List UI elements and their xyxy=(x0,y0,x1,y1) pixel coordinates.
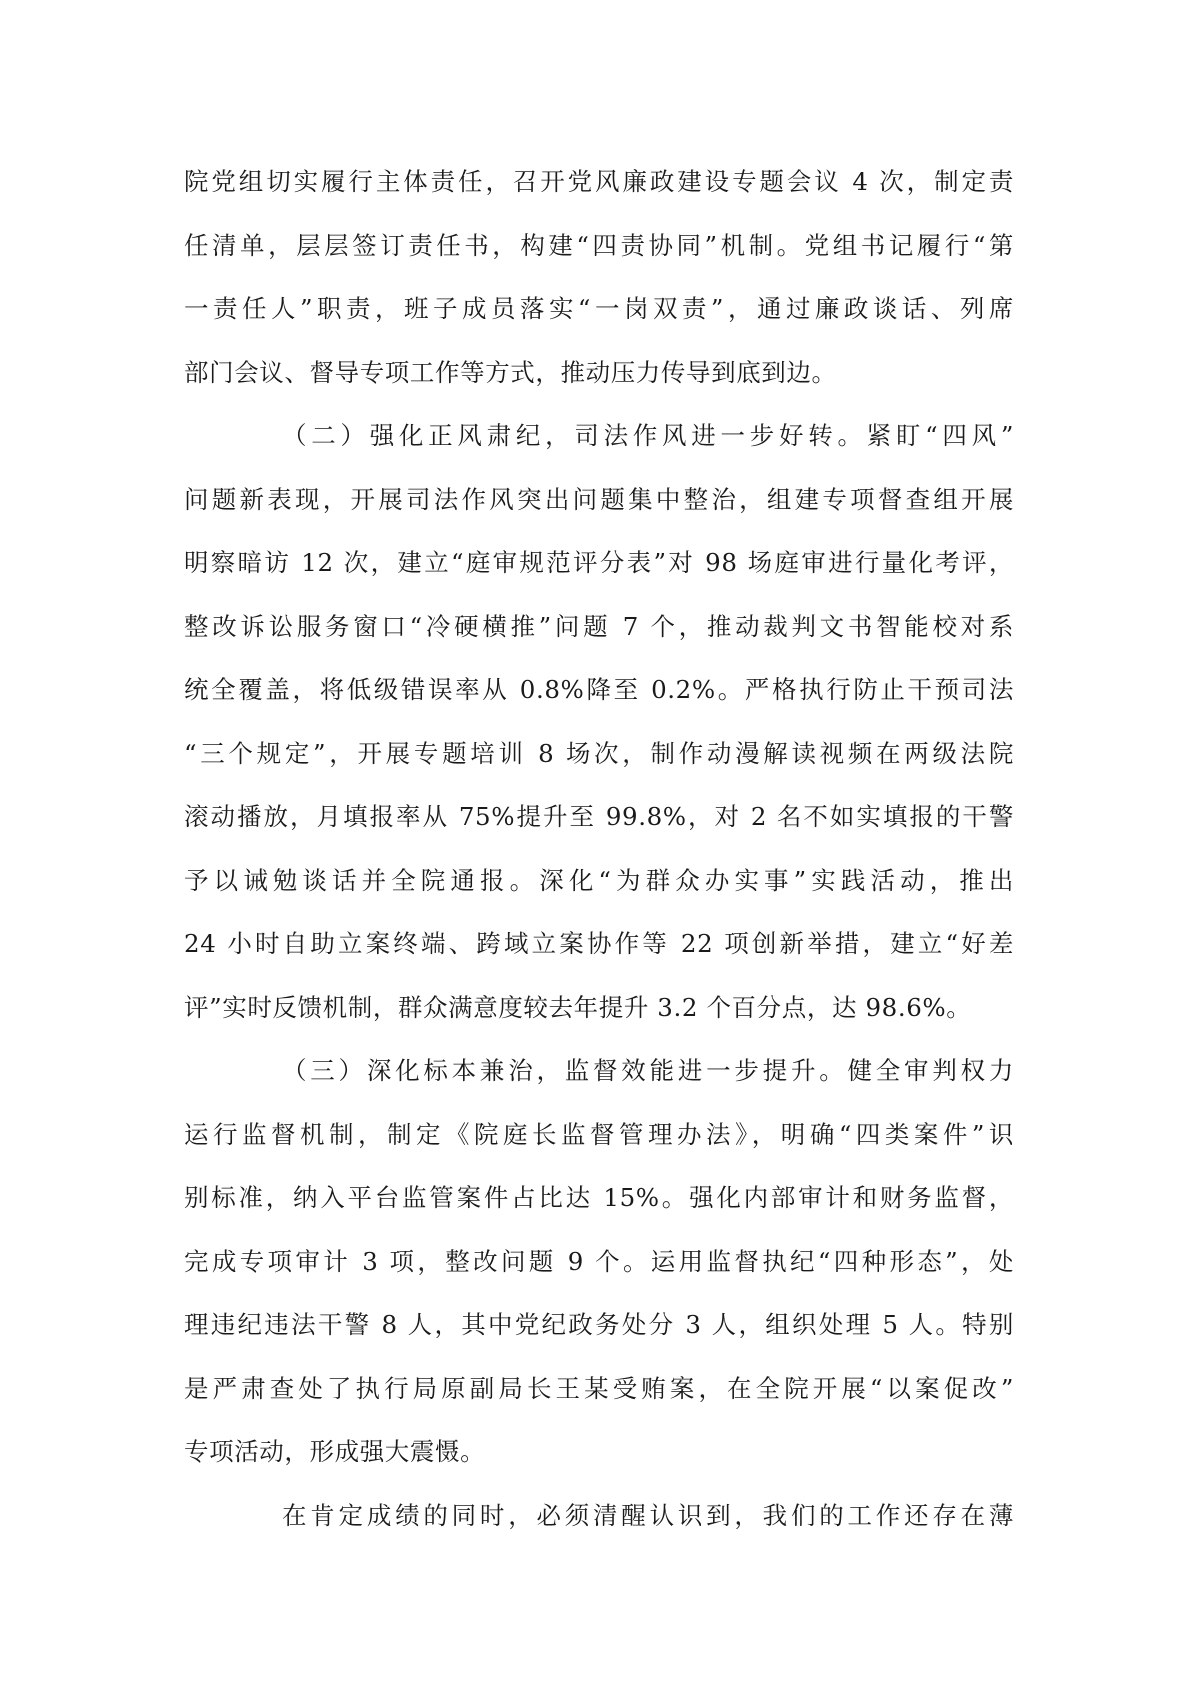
text-line: 院党组切实履行主体责任，召开党风廉政建设专题会议 4 次，制定责 xyxy=(184,167,1014,196)
paragraph-accountability xyxy=(184,150,1014,404)
paragraph-shortcomings xyxy=(184,1484,1014,1548)
text-line: 滚动播放，月填报率从 75%提升至 99.8%，对 2 名不如实填报的干警 xyxy=(184,802,1014,831)
text-line: 24 小时自助立案终端、跨域立案协作等 22 项创新举措，建立“好差 xyxy=(184,929,1014,958)
text-line: 理违纪违法干警 8 人，其中党纪政务处分 3 人，组织处理 5 人。特别 xyxy=(184,1310,1014,1339)
text-line: 明察暗访 12 次，建立“庭审规范评分表”对 98 场庭审进行量化考评， xyxy=(184,548,1014,577)
text-line: 是严肃查处了执行局原副局长王某受贿案，在全院开展“以案促改” xyxy=(184,1373,1014,1403)
paragraph-supervision xyxy=(184,1039,1014,1484)
text-line: 整改诉讼服务窗口“冷硬横推”问题 7 个，推动裁判文书智能校对系 xyxy=(184,611,1014,641)
text-line: 任清单，层层签订责任书，构建“四责协同”机制。党组书记履行“第 xyxy=(184,230,1014,260)
text-line: 予以诫勉谈话并全院通报。深化“为群众办实事”实践活动，推出 xyxy=(184,865,1014,895)
paragraph-discipline xyxy=(184,404,1014,1039)
text-line: 一责任人”职责，班子成员落实“一岗双责”，通过廉政谈话、列席 xyxy=(184,294,1014,323)
text-line: 统全覆盖，将低级错误率从 0.8%降至 0.2%。严格执行防止干预司法 xyxy=(184,675,1014,704)
text-line: 在肯定成绩的同时，必须清醒认识到，我们的工作还存在薄 xyxy=(282,1500,1014,1530)
text-line: 专项活动，形成强大震慑。 xyxy=(184,1437,486,1466)
text-line: （二）强化正风肃纪，司法作风进一步好转。紧盯“四风” xyxy=(282,421,1014,450)
document-body xyxy=(184,150,1014,1547)
text-line: （三）深化标本兼治，监督效能进一步提升。健全审判权力 xyxy=(282,1056,1014,1085)
text-line: 运行监督机制，制定《院庭长监督管理办法》，明确“四类案件”识 xyxy=(184,1119,1014,1149)
text-line: 部门会议、督导专项工作等方式，推动压力传导到底到边。 xyxy=(184,357,837,387)
text-line: 完成专项审计 3 项，整改问题 9 个。运用监督执纪“四种形态”，处 xyxy=(184,1246,1014,1276)
text-line: “三个规定”，开展专题培训 8 场次，制作动漫解读视频在两级法院 xyxy=(184,738,1014,768)
text-line: 评”实时反馈机制，群众满意度较去年提升 3.2 个百分点，达 98.6%。 xyxy=(184,992,972,1022)
text-line: 问题新表现，开展司法作风突出问题集中整治，组建专项督查组开展 xyxy=(184,484,1014,514)
text-line: 别标准，纳入平台监管案件占比达 15%。强化内部审计和财务监督， xyxy=(184,1183,1014,1212)
